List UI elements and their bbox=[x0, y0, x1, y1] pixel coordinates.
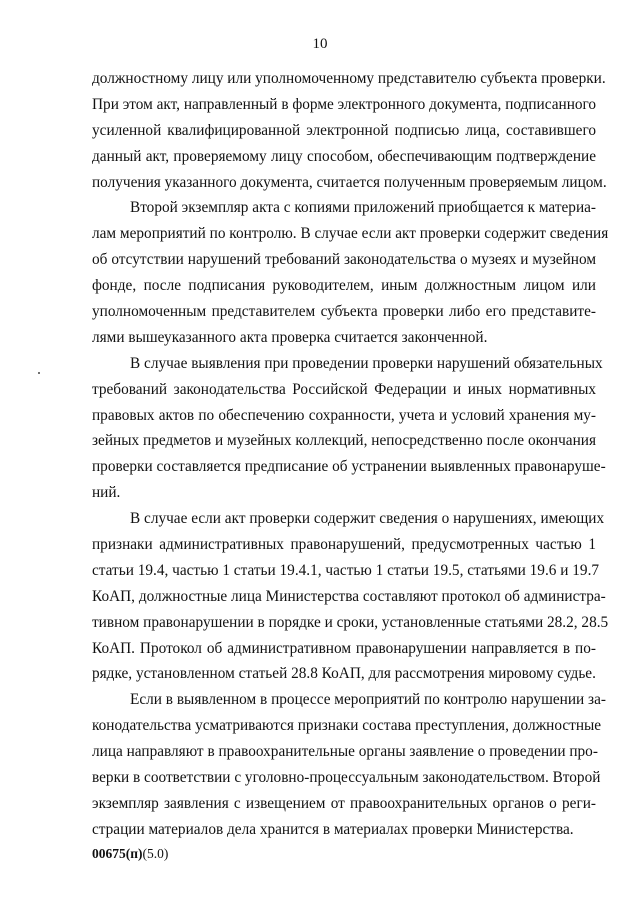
text-line: В случае если акт проверки содержит сведения о нарушениях, имеющих bbox=[130, 510, 605, 528]
scan-speck bbox=[38, 372, 40, 374]
text-line: уполномоченным представителем субъекта проверки либо его представите- bbox=[92, 303, 596, 321]
text-line: проверки составляется предписание об устранении выявленных правонаруше- bbox=[92, 458, 606, 476]
text-line: зейных предметов и музейных коллекций, непосредственно после окончания bbox=[92, 432, 596, 450]
text-line: лями вышеуказанного акта проверка считается законченной. bbox=[92, 328, 488, 346]
text-line: страции материалов дела хранится в материалах проверки Министерства. bbox=[92, 820, 574, 838]
text-line: КоАП, должностные лица Министерства составляют протокол об администра- bbox=[92, 587, 606, 605]
paragraph bbox=[92, 506, 609, 687]
text-line: экземпляр заявления с извещением от правоохранительных органов о реги- bbox=[92, 794, 596, 812]
page-number: 10 bbox=[312, 36, 328, 52]
text-line: должностному лицу или уполномоченному представителю субъекта проверки. bbox=[92, 70, 606, 87]
text-line: Второй экземпляр акта с копиями приложений приобщается к материа- bbox=[130, 199, 597, 217]
text-line: признаки административных правонарушений, предусмотренных частью 1 bbox=[92, 536, 596, 554]
text-line: При этом акт, направленный в форме электронного документа, подписанного bbox=[92, 95, 597, 113]
text-line: лица направляют в правоохранительные органы заявление о проведении про- bbox=[92, 743, 598, 761]
text-line: статьи 19.4, частью 1 статьи 19.4.1, частью 1 статьи 19.5, статьями 19.6 и 19.7 bbox=[92, 561, 600, 579]
text-line: правовых актов по обеспечению сохранности, учета и условий хранения му- bbox=[92, 406, 596, 424]
text-line: рядке, установленном статьей 28.8 КоАП, для рассмотрения мировому судье. bbox=[92, 665, 596, 683]
text-line: КоАП. Протокол об административном правонарушении направляется в по- bbox=[92, 639, 596, 657]
text-line: ний. bbox=[92, 484, 121, 502]
paragraph bbox=[92, 195, 609, 350]
text-line: В случае выявления при проведении проверки нарушений обязательных bbox=[130, 354, 603, 372]
document-code bbox=[92, 846, 168, 862]
text-line: фонде, после подписания руководителем, иным должностным лицом или bbox=[92, 277, 596, 295]
text-line: лам мероприятий по контролю. В случае если акт проверки содержит сведения bbox=[92, 225, 609, 243]
text-line: данный акт, проверяемому лицу способом, обеспечивающим подтверждение bbox=[92, 147, 596, 165]
document-code-version: (5.0) bbox=[142, 846, 169, 861]
paragraph bbox=[92, 351, 606, 506]
document-body bbox=[92, 66, 609, 843]
paragraph bbox=[92, 687, 606, 842]
text-line: конодательства усматриваются признаки состава преступления, должностные bbox=[92, 717, 602, 735]
paragraph bbox=[92, 66, 607, 195]
text-line: об отсутствии нарушений требований законодательства о музеях и музейном bbox=[92, 251, 596, 269]
text-line: верки в соответствии с уголовно-процессуальным законодательством. Второй bbox=[92, 769, 601, 787]
text-line: усиленной квалифицированной электронной подписью лица, составившего bbox=[92, 121, 596, 139]
document-code-number: 00675(п) bbox=[92, 846, 143, 861]
text-line: тивном правонарушении в порядке и сроки, установленные статьями 28.2, 28.5 bbox=[92, 613, 609, 631]
text-line: требований законодательства Российской Федерации и иных нормативных bbox=[92, 380, 596, 398]
text-line: Если в выявленном в процессе мероприятий по контролю нарушении за- bbox=[130, 691, 606, 709]
text-line: получения указанного документа, считается полученным проверяемым лицом. bbox=[92, 173, 607, 191]
